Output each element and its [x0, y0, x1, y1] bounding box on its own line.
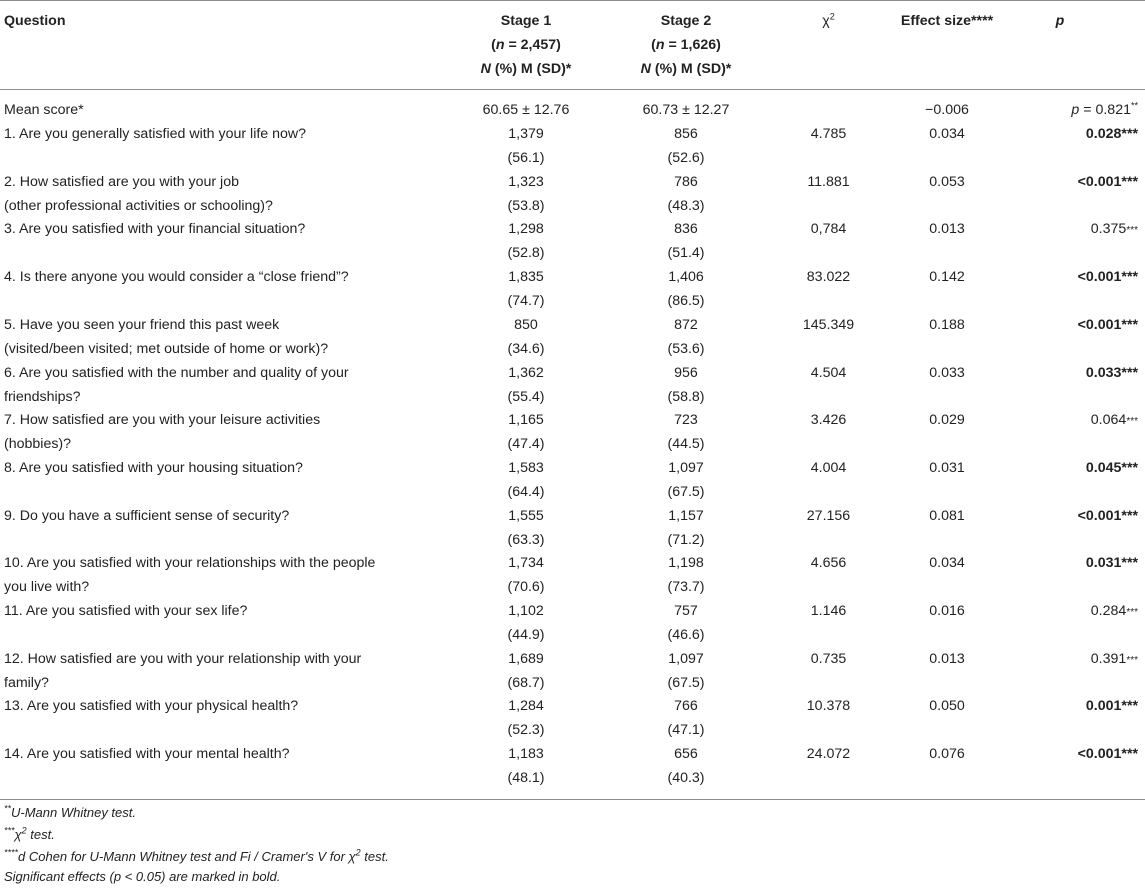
- effect-size-value: 0.013: [929, 651, 965, 667]
- header-chi-square: $\chi^2$: [822, 11, 835, 29]
- stage2-count: 766: [674, 698, 698, 714]
- stage1-percent: (55.4): [507, 389, 545, 405]
- p-value-stars: ***: [1126, 607, 1138, 618]
- question-text-line2: you live with?: [4, 579, 90, 595]
- stage2-count: 1,406: [668, 269, 704, 285]
- stage1-percent: (68.7): [507, 675, 545, 691]
- chi-square-value: 0.735: [810, 651, 847, 667]
- header-rule: [0, 89, 1145, 90]
- stage2-count: 786: [674, 174, 698, 190]
- p-value: [1010, 122, 1138, 146]
- mean-score-label: Mean score*: [4, 102, 84, 118]
- stage2-count: 956: [674, 365, 698, 381]
- p-value-stars: ***: [1121, 269, 1138, 285]
- p-value-stars: ***: [1121, 365, 1138, 381]
- chi-square-value: 4.785: [810, 126, 847, 142]
- p-value: [1010, 551, 1138, 575]
- table-row: [0, 122, 1145, 170]
- stage1-percent: (52.3): [507, 722, 545, 738]
- header-stage1-title: Stage 1: [500, 13, 552, 29]
- stage2-count: 836: [674, 221, 698, 237]
- effect-size-value: 0.034: [929, 555, 965, 571]
- question-text-line1: 3. Are you satisfied with your financial situation?: [4, 221, 306, 237]
- footnote-significance: Significant effects (p < 0.05) are marked in bold.: [4, 869, 281, 884]
- header-stage1-stat: N (%) M (SD)*: [480, 61, 572, 77]
- table-row: [0, 456, 1145, 504]
- question-text-line2: (hobbies)?: [4, 436, 72, 452]
- footnote-mann-whitney: **U-Mann Whitney test.: [4, 803, 137, 820]
- p-value: [1010, 599, 1138, 625]
- table-row: [0, 361, 1145, 409]
- table-row: [0, 217, 1145, 265]
- table-row: [0, 647, 1145, 695]
- table-row: [0, 313, 1145, 361]
- header-stage2-stat: N (%) M (SD)*: [640, 61, 732, 77]
- header-question: Question: [4, 13, 66, 29]
- stage2-percent: (47.1): [667, 722, 705, 738]
- chi-square-value: 1.146: [810, 603, 847, 619]
- effect-size-value: 0.031: [929, 460, 965, 476]
- stage2-percent: (67.5): [667, 484, 705, 500]
- table-row: [0, 551, 1145, 599]
- stage2-count: 1,097: [668, 651, 704, 667]
- stage1-count: 1,835: [508, 269, 544, 285]
- question-text-line1: 13. Are you satisfied with your physical health?: [4, 698, 299, 714]
- stage2-percent: (44.5): [667, 436, 705, 452]
- p-value-number: 0.375: [1090, 221, 1127, 237]
- effect-size-value: 0.081: [929, 508, 965, 524]
- stage2-percent: (67.5): [667, 675, 705, 691]
- stage1-percent: (53.8): [507, 198, 545, 214]
- stage1-count: 1,734: [508, 555, 544, 571]
- stage2-percent: (86.5): [667, 293, 705, 309]
- p-value-stars: ***: [1126, 225, 1138, 236]
- effect-size-value: 0.033: [929, 365, 965, 381]
- stage1-count: 1,323: [508, 174, 544, 190]
- p-value: [1010, 504, 1138, 528]
- effect-size-value: 0.034: [929, 126, 965, 142]
- chi-square-value: 10.378: [806, 698, 851, 714]
- stage2-percent: (73.7): [667, 579, 705, 595]
- mean-score-stage1: 60.65 ± 12.76: [482, 102, 570, 118]
- p-value-number: <0.001: [1077, 174, 1122, 190]
- header-stage2-title: Stage 2: [660, 13, 712, 29]
- chi-square-value: 145.349: [802, 317, 855, 333]
- question-text-line1: 6. Are you satisfied with the number and quality of your: [4, 365, 349, 381]
- p-value: [1010, 265, 1138, 289]
- stage1-count: 1,183: [508, 746, 544, 762]
- chi-square-value: 4.504: [810, 365, 847, 381]
- chi-square-value: 83.022: [806, 269, 851, 285]
- stage1-percent: (64.4): [507, 484, 545, 500]
- table-bottom-rule: [0, 799, 1145, 800]
- stage2-count: 872: [674, 317, 698, 333]
- effect-size-value: 0.013: [929, 221, 965, 237]
- table-row: [0, 742, 1145, 790]
- p-value-number: <0.001: [1077, 317, 1122, 333]
- question-text-line1: 5. Have you seen your friend this past week: [4, 317, 280, 333]
- stage1-count: 1,689: [508, 651, 544, 667]
- p-value-stars: ***: [1126, 655, 1138, 666]
- stage1-count: 1,298: [508, 221, 544, 237]
- p-value-stars: ***: [1126, 416, 1138, 427]
- footnote-chi-square: $^{***}\chi^2$ test.: [4, 825, 55, 842]
- table-top-rule: [0, 0, 1145, 1]
- p-value: [1010, 361, 1138, 385]
- effect-size-value: 0.076: [929, 746, 965, 762]
- p-value-number: 0.028: [1085, 126, 1122, 142]
- question-text-line1: 1. Are you generally satisfied with your life now?: [4, 126, 307, 142]
- p-value-number: 0.045: [1085, 460, 1122, 476]
- p-value-number: <0.001: [1077, 508, 1122, 524]
- stage2-percent: (53.6): [667, 341, 705, 357]
- stage2-percent: (46.6): [667, 627, 705, 643]
- table-row: [0, 694, 1145, 742]
- header-stage1-n: (n = 2,457): [491, 37, 561, 53]
- header-p: p: [1055, 13, 1065, 29]
- p-value: [1010, 647, 1138, 673]
- stage1-count: 850: [514, 317, 538, 333]
- p-value-number: 0.391: [1090, 651, 1127, 667]
- mean-score-row: [0, 98, 1145, 122]
- question-text-line2: family?: [4, 675, 49, 691]
- stage1-percent: (48.1): [507, 770, 545, 786]
- table-row: [0, 265, 1145, 313]
- stage2-count: 856: [674, 126, 698, 142]
- p-value-stars: ***: [1121, 460, 1138, 476]
- chi-square-value: 11.881: [807, 174, 850, 190]
- question-text-line1: 11. Are you satisfied with your sex life?: [4, 603, 248, 619]
- p-value: [1010, 217, 1138, 243]
- p-value-number: <0.001: [1077, 269, 1122, 285]
- p-value-number: 0.001: [1085, 698, 1122, 714]
- stage1-count: 1,165: [508, 412, 544, 428]
- question-text-line2: (visited/been visited; met outside of home or work)?: [4, 341, 329, 357]
- p-value: [1010, 456, 1138, 480]
- effect-size-value: 0.142: [929, 269, 965, 285]
- stage2-percent: (52.6): [667, 150, 705, 166]
- stage2-count: 723: [674, 412, 698, 428]
- header-stage1: [450, 9, 602, 81]
- stage1-count: 1,102: [508, 603, 544, 619]
- p-value-number: 0.064: [1090, 412, 1127, 428]
- stage1-count: 1,284: [508, 698, 544, 714]
- stage2-percent: (40.3): [667, 770, 705, 786]
- chi-square-value: 3.426: [810, 412, 847, 428]
- p-value-stars: ***: [1121, 698, 1138, 714]
- p-value-stars: ***: [1121, 126, 1138, 142]
- stage2-percent: (51.4): [667, 245, 705, 261]
- chi-square-value: 0,784: [810, 221, 847, 237]
- effect-size-value: 0.053: [929, 174, 965, 190]
- stage2-count: 757: [674, 603, 698, 619]
- p-value: [1010, 313, 1138, 337]
- stage1-percent: (74.7): [507, 293, 545, 309]
- question-text-line1: 12. How satisfied are you with your relationship with your: [4, 651, 362, 667]
- mean-score-stage2: 60.73 ± 12.27: [642, 102, 730, 118]
- stage2-count: 1,198: [668, 555, 704, 571]
- question-text-line1: 10. Are you satisfied with your relationships with the people: [4, 555, 376, 571]
- stage1-percent: (52.8): [507, 245, 545, 261]
- p-value-stars: ***: [1121, 174, 1138, 190]
- stage1-count: 1,583: [508, 460, 544, 476]
- footnote-effect-size: ****d Cohen for U-Mann Whitney test and Fi / Cramer's V for $\chi^2$ test.: [4, 847, 389, 864]
- p-value: [1010, 742, 1138, 766]
- table-row: [0, 599, 1145, 647]
- stage1-percent: (34.6): [507, 341, 545, 357]
- p-value: [1010, 170, 1138, 194]
- p-value-stars: ***: [1121, 555, 1138, 571]
- stage1-percent: (44.9): [507, 627, 545, 643]
- effect-size-value: 0.016: [929, 603, 965, 619]
- stage1-count: 1,362: [508, 365, 544, 381]
- stage1-percent: (56.1): [507, 150, 545, 166]
- p-value-number: 0.284: [1090, 603, 1127, 619]
- effect-size-value: 0.050: [929, 698, 965, 714]
- stage2-count: 1,097: [668, 460, 704, 476]
- chi-square-value: 27.156: [806, 508, 851, 524]
- stage2-percent: (48.3): [667, 198, 705, 214]
- stage2-count: 656: [674, 746, 698, 762]
- question-text-line1: 8. Are you satisfied with your housing situation?: [4, 460, 303, 476]
- mean-score-p: p = 0.821**: [1071, 100, 1138, 118]
- header-stage2-n: (n = 1,626): [651, 37, 721, 53]
- question-text-line1: 4. Is there anyone you would consider a “close friend”?: [4, 269, 349, 285]
- p-value-stars: ***: [1121, 508, 1138, 524]
- question-text-line2: friendships?: [4, 389, 81, 405]
- p-value: [1010, 408, 1138, 434]
- stage2-percent: (71.2): [667, 532, 705, 548]
- question-text-line1: 9. Do you have a sufficient sense of security?: [4, 508, 290, 524]
- chi-square-value: 4.004: [810, 460, 847, 476]
- p-value-number: 0.033: [1085, 365, 1122, 381]
- question-text-line2: (other professional activities or schooling)?: [4, 198, 273, 214]
- table-row: [0, 408, 1145, 456]
- mean-score-effect: −0.006: [925, 102, 969, 118]
- stage1-percent: (47.4): [507, 436, 545, 452]
- question-text-line1: 7. How satisfied are you with your leisure activities: [4, 412, 321, 428]
- stage2-percent: (58.8): [667, 389, 705, 405]
- question-text-line1: 14. Are you satisfied with your mental health?: [4, 746, 290, 762]
- stage1-percent: (70.6): [507, 579, 545, 595]
- p-value-stars: ***: [1121, 746, 1138, 762]
- header-effect-size: Effect size****: [900, 13, 994, 29]
- header-stage2: [610, 9, 762, 81]
- table-row: [0, 504, 1145, 552]
- question-text-line1: 2. How satisfied are you with your job: [4, 174, 239, 190]
- chi-square-value: 4.656: [810, 555, 847, 571]
- p-value-number: <0.001: [1077, 746, 1122, 762]
- p-value-number: 0.031: [1085, 555, 1122, 571]
- chi-square-value: 24.072: [806, 746, 851, 762]
- stage1-percent: (63.3): [507, 532, 545, 548]
- stage1-count: 1,379: [508, 126, 544, 142]
- p-value: [1010, 694, 1138, 718]
- effect-size-value: 0.029: [929, 412, 965, 428]
- p-value-stars: ***: [1121, 317, 1138, 333]
- stage1-count: 1,555: [508, 508, 544, 524]
- table-row: [0, 170, 1145, 218]
- stage2-count: 1,157: [668, 508, 704, 524]
- effect-size-value: 0.188: [929, 317, 965, 333]
